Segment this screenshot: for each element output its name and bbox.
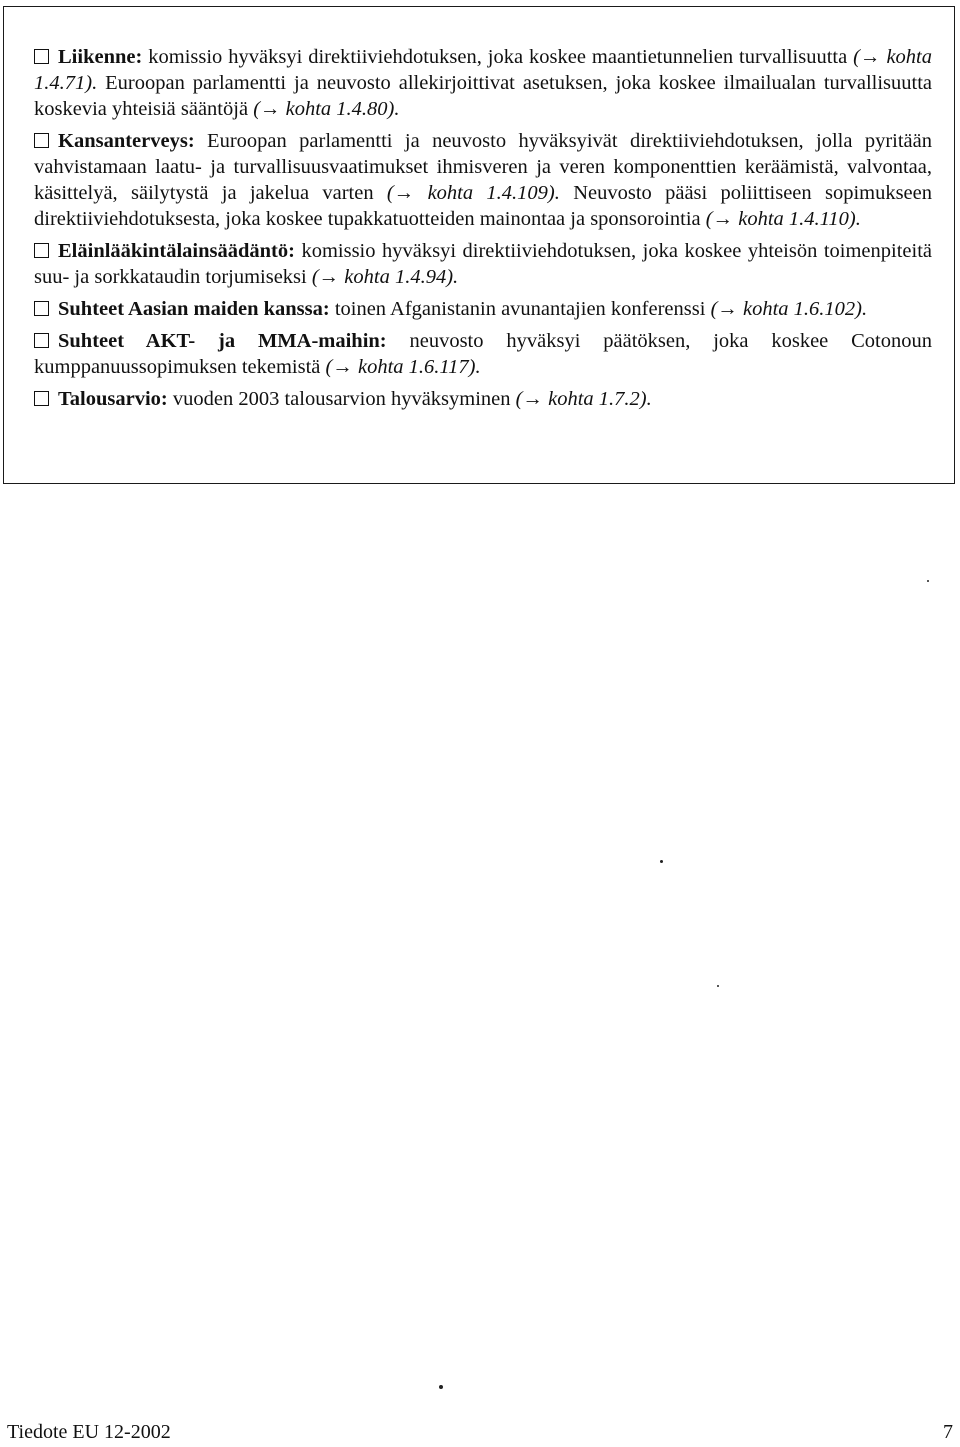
item-reference-link[interactable]: (→ kohta 1.7.2).: [515, 388, 652, 410]
item-reference-link[interactable]: (→ kohta 1.4.109).: [386, 182, 560, 204]
item-reference-link[interactable]: (→ kohta 1.6.117).: [325, 356, 481, 378]
item-reference-link[interactable]: (→ kohta 1.4.110).: [705, 208, 861, 230]
item-heading: Kansanterveys:: [58, 130, 195, 152]
footer-page-number: 7: [943, 1421, 953, 1443]
list-item-talousarvio: [34, 386, 932, 412]
item-heading: Liikenne:: [58, 46, 143, 68]
list-item-suhteet-aasian-maiden-kanssa: [34, 296, 932, 322]
speck-mark: [927, 580, 929, 582]
item-heading: Suhteet AKT- ja MMA-maihin:: [58, 330, 387, 352]
item-text: Neuvosto pääsi poliittiseen sopimukseen direktiiviehdotuksesta, joka koskee tupakkatuotteiden mainontaa ja sponsorointia: [34, 182, 933, 230]
list-item-kansanterveys: [34, 128, 932, 232]
item-reference-link[interactable]: (→ kohta 1.4.80).: [253, 98, 400, 120]
summary-box: [3, 6, 955, 484]
item-text: Euroopan parlamentti ja neuvosto allekirjoittivat asetuksen, joka koskee ilmailualan turvallisuutta koskevia yhteisiä sääntöjä: [34, 72, 932, 120]
item-reference-link[interactable]: (→ kohta 1.4.94).: [311, 266, 459, 288]
item-text: komissio hyväksyi direktiiviehdotuksen, joka koskee maantietunnelien turvallisuutta: [142, 46, 854, 68]
item-heading: Suhteet Aasian maiden kanssa:: [58, 298, 330, 320]
footer-publication: Tiedote EU 12-2002: [7, 1421, 171, 1443]
checkbox-icon: [34, 133, 49, 148]
list-item-elainlaakintalainsaadanto: [34, 238, 932, 290]
list-item-suhteet-akt-ja-mma-maihin: [34, 328, 932, 380]
item-reference-link[interactable]: (→ kohta 1.4.71).: [34, 46, 932, 94]
checkbox-icon: [34, 243, 49, 258]
list-item-liikenne: [34, 44, 932, 122]
item-text: toinen Afganistanin avunantajien konferenssi: [329, 298, 711, 320]
speck-mark: [439, 1385, 443, 1389]
item-heading: Eläinlääkintälainsäädäntö:: [58, 240, 295, 262]
item-reference-link[interactable]: (→ kohta 1.6.102).: [710, 298, 868, 320]
summary-list: [34, 44, 932, 418]
item-text: neuvosto hyväksyi päätöksen, joka koskee Cotonoun kumppanuussopimuksen tekemistä: [34, 330, 932, 378]
speck-mark: [717, 985, 719, 987]
item-text: komissio hyväksyi direktiiviehdotuksen, joka koskee yhteisön toimenpiteitä suu- ja sorkkataudin torjumiseksi: [34, 240, 932, 288]
item-heading: Talousarvio:: [58, 388, 168, 410]
checkbox-icon: [34, 49, 49, 64]
item-text: Euroopan parlamentti ja neuvosto hyväksyivät direktiiviehdotuksen, jolla pyritään vahvistamaan laatu- ja turvallisuusvaatimukset ihmisveren ja veren komponenttien keräämistä, valvontaa, käsittelyä, säilytystä ja jakelua varten: [34, 130, 932, 204]
checkbox-icon: [34, 301, 49, 316]
speck-mark: [660, 860, 663, 863]
item-text: vuoden 2003 talousarvion hyväksyminen: [167, 388, 516, 410]
checkbox-icon: [34, 391, 49, 406]
checkbox-icon: [34, 333, 49, 348]
